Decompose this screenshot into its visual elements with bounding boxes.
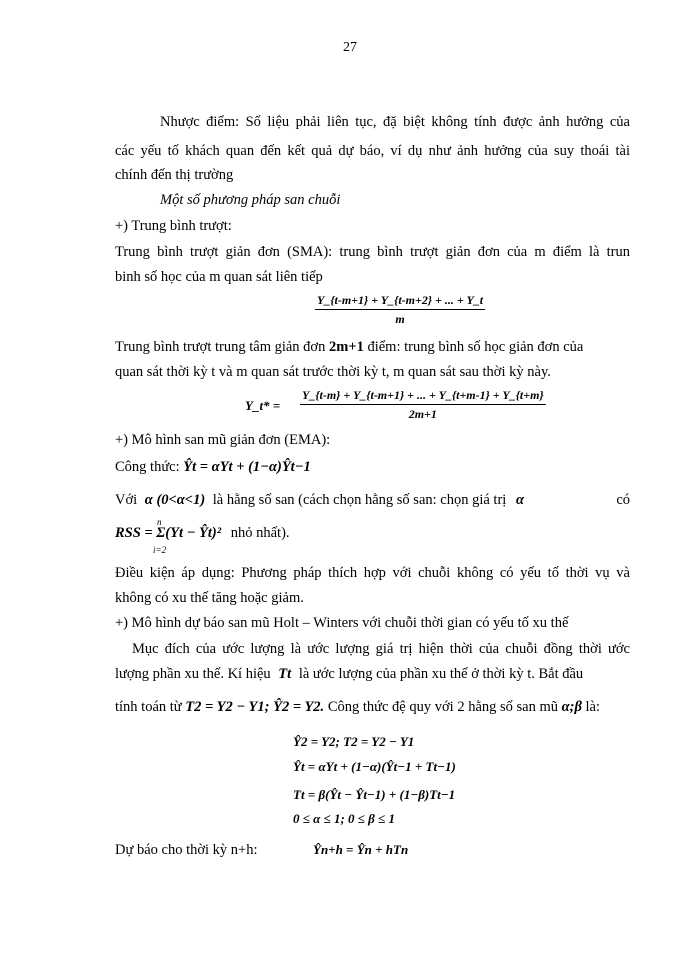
sma-formula-numerator: Y_{t-m+1} + Y_{t-m+2} + ... + Y_t [315,293,485,310]
holt-equation-4: 0 ≤ α ≤ 1; 0 ≤ β ≤ 1 [293,811,395,826]
holt-line2 [115,664,630,684]
page-number: 27 [343,40,357,55]
ema-formula-line [115,457,311,477]
ema-title: +) Mô hình san mũ giản đơn (EMA): [115,432,331,448]
sma-line1: Trung bình trượt giản đơn (SMA): trung bình trượt giản đơn của m điểm là trun [115,244,630,260]
forecast-label: Dự báo cho thời kỳ n+h: [115,842,258,858]
holt-line2-post: là ước lượng của phần xu thế ở thời kỳ t. Bắt đầu [298,666,584,682]
cma-line2: quan sát thời kỳ t và m quan sát trước thời kỳ t, m quan sát sau thời kỳ này. [115,364,551,380]
forecast-formula: Ŷn+h = Ŷn + hTn [313,842,409,857]
ema-condition-line2: không có xu thế tăng hoặc giảm. [115,590,304,606]
holt-line3-pre: tính toán từ [115,699,182,715]
ema-alpha-symbol: α [515,492,524,508]
cma-line1-post: điểm: trung bình số học giản đơn của [367,339,584,355]
holt-line2-pre: lượng phần xu thế. Kí hiệu [115,666,271,682]
cma-formula-lhs: Y_t* = [245,398,281,413]
ema-condition-line1: Điều kiện áp dụng: Phương pháp thích hợp với chuỗi không có yếu tố thời vụ và [115,565,630,581]
para1-line1: Nhược điểm: Số liệu phải liên tục, đặ biệt không tính được ảnh hưởng của [160,114,630,130]
holt-line3-post: Công thức đệ quy với 2 hằng số san mũ [327,699,558,715]
ema-alpha-condition: α (0<α<1) [144,492,206,508]
moving-average-title: +) Trung bình trượt: [115,218,232,234]
rss-formula: RSS = Σ(Yt − Ŷt)² [115,525,222,541]
ema-alpha-pre: Với [115,492,138,508]
ema-formula: Ŷt = αYt + (1−α)Ŷt−1 [183,459,311,475]
sma-formula-denominator: m [395,312,405,326]
sma-line2: binh số học của m quan sát liên tiếp [115,269,323,285]
holt-line3-symbol: α;β [561,699,582,715]
cma-formula-numerator: Y_{t-m} + Y_{t-m+1} + ... + Y_{t+m-1} + Y_{t+m} [300,388,546,405]
para1-line3: chính đến thị trường [115,167,234,183]
cma-line1 [115,337,583,357]
cma-line1-pre: Trung bình trượt trung tâm giản đơn [115,339,326,355]
rss-post: nhỏ nhất). [230,525,290,541]
holt-line3-math: T2 = Y2 − Y1; Ŷ2 = Y2. [185,699,325,715]
methods-heading: Một số phương pháp san chuỗi [160,192,341,208]
ema-alpha-end: có [616,492,630,508]
holt-title: +) Mô hình dự báo san mũ Holt – Winters với chuỗi thời gian có yếu tố xu thế [115,615,569,631]
rss-sum-lower: i=2 [153,545,167,555]
rss-line [115,517,290,555]
holt-line1: Mục đích của ước lượng là ước lượng giá trị hiện thời của chuỗi đồng thời ước [132,641,630,657]
cma-formula [300,388,546,422]
ema-alpha-line [115,490,630,510]
holt-equation-3: Tt = β(Ŷt − Ŷt−1) + (1−β)Tt−1 [293,787,456,802]
cma-line1-math: 2m+1 [328,339,364,355]
para1-line2: các yếu tố khách quan đến kết quả dự báo, ví dụ như ảnh hưởng của suy thoái tài [115,143,630,159]
cma-formula-denominator: 2m+1 [408,407,437,421]
holt-equation-1: Ŷ2 = Y2; T2 = Y2 − Y1 [293,734,415,749]
ema-formula-label: Công thức: [115,459,180,475]
holt-equation-2: Ŷt = αYt + (1−α)(Ŷt−1 + Tt−1) [293,759,456,774]
ema-alpha-post: là hằng số san (cách chọn hằng số san: chọn giá trị [212,492,507,508]
holt-line2-symbol: Tt [278,666,292,682]
sma-formula [315,293,485,327]
rss-sum-upper: n [157,517,162,527]
holt-line3-end: là: [585,699,601,715]
holt-line3 [115,697,600,717]
